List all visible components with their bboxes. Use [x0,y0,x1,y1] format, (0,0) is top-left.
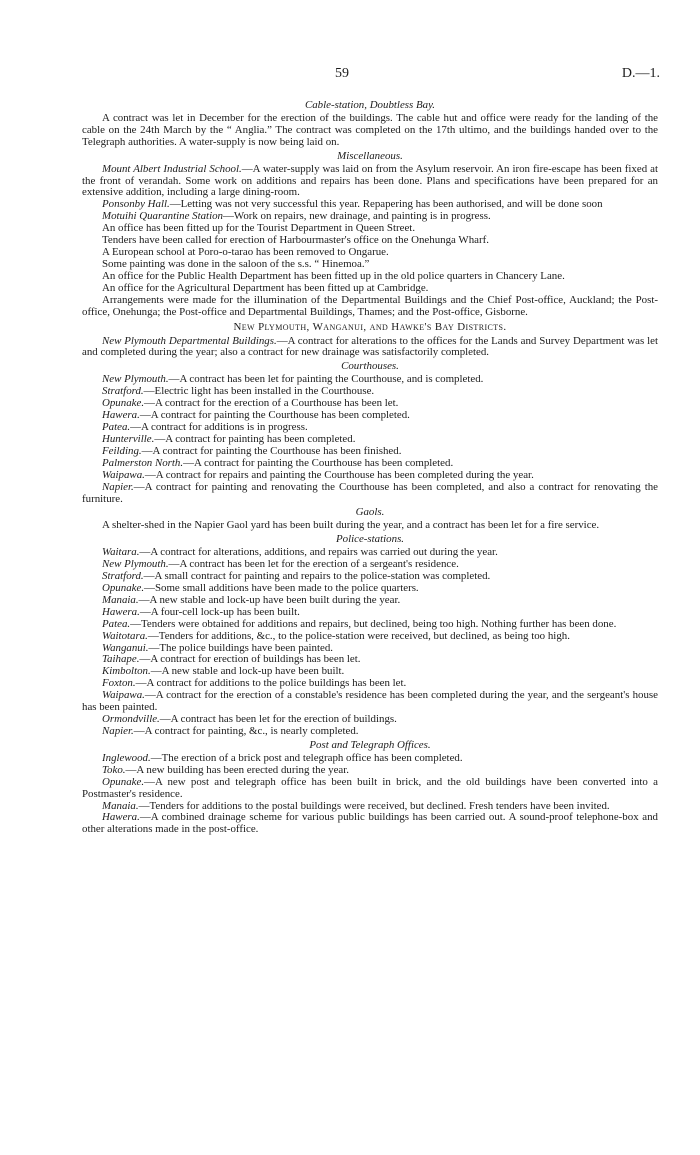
district-heading: New Plymouth, Wanganui, and Hawke's Bay Districts. [233,320,507,333]
paragraph-lead: Patea. [102,420,131,433]
paragraph-lead: Opunake. [102,775,145,788]
paragraph-text: —A four-cell lock-up has been built. [139,605,300,618]
paragraph-text: —A contract for additions is in progress. [130,420,308,433]
paragraph [82,726,658,738]
paragraph-text: —A contract for alterations to the offices for the Lands and Survey Department was let and completed during the year; also a contract for new drainage was satisfactorily completed. [82,334,658,359]
paragraph-lead: Napier. [102,725,134,738]
paragraph-text: —A contract for the erection of a Courthouse has been let. [144,397,399,410]
paragraph-lead: Mount Albert Industrial School. [102,162,242,175]
paragraph: Some painting was done in the saloon of the s.s. “ Hinemoa.” [102,257,370,270]
paragraph-lead: Feilding. [102,444,142,457]
paragraph-text: —A new stable and lock-up have been built during the year. [138,593,401,606]
paragraph-lead: Opunake. [102,397,145,410]
paragraph-lead: Hunterville. [102,432,155,445]
section-heading: Miscellaneous. [337,149,403,162]
paragraph [82,812,658,836]
paragraph-text: —A contract for additions to the police buildings has been let. [135,677,407,690]
section-heading: Police-stations. [335,533,405,546]
page-header [0,66,700,86]
paragraph-text: —A contract has been let for the erection of buildings. [159,713,397,726]
paragraph-text: —Some small additions have been made to the police quarters. [144,581,419,594]
paragraph-text: —A new post and telegraph office has been built in brick, and the old buildings have been converted into a Postmaster's residence. [82,775,658,800]
paragraph [82,164,658,200]
paragraph-lead: Stratford. [102,570,144,583]
paragraph-lead: Palmerston North. [102,456,184,469]
paragraph-lead: Ponsonby Hall. [102,198,170,211]
document-reference: D.—1. [621,66,660,81]
paragraph-text: —A contract for painting the Courthouse has been finished. [141,444,402,457]
paragraph-text: —A new stable and lock-up have been built. [150,665,345,678]
paragraph-lead: Opunake. [102,581,145,594]
paragraph-lead: Kimbolton. [102,665,151,678]
paragraph [82,690,658,714]
paragraph-text: —A contract for painting, &c., is nearly completed. [133,725,359,738]
section-heading: Courthouses. [341,360,399,373]
paragraph: A shelter-shed in the Napier Gaol yard has been built during the year, and a contract has been let for a fire service. [102,519,600,532]
paragraph-text: —A water-supply was laid on from the Asylum reservoir. An iron fire-escape has been fixed at the front of verandah. Some work on additions and repairs has been done. Plans and specifications have been prepared for an extensive addition, including a large dining-room. [82,162,658,199]
paragraph-lead: Taihape. [102,653,140,666]
paragraph-lead: Stratford. [102,385,144,398]
paragraph-lead: Wanganui. [102,641,149,654]
paragraph-text: —Work on repairs, new drainage, and painting is in progress. [223,210,491,223]
paragraph-text: —A contract for painting the Courthouse has been completed. [139,409,410,422]
paragraph-text: —A new building has been erected during the year. [125,763,350,776]
paragraph-text: —A combined drainage scheme for various public buildings has been carried out. A sound-proof telephone-box and other alterations made in the post-office. [82,811,658,836]
paragraph-lead: Hawera. [102,811,140,824]
paragraph-text: —A contract for painting and renovating the Courthouse has been completed, and also a contract for renovating the furniture. [82,480,658,505]
paragraph-lead: Motuihi Quarantine Station [102,210,224,223]
paragraph [82,482,658,506]
paragraph-text: —Tenders were obtained for additions and repairs, but declined, being too high. Nothing further has been done. [130,617,617,630]
paragraph-lead: New Plymouth Departmental Buildings. [102,334,277,347]
section-heading: Cable-station, Doubtless Bay. [304,99,436,111]
paragraph-text: —Tenders for additions, &c., to the police-station were received, but declined, as being too high. [147,629,570,642]
paragraph-text: —A contract for erection of buildings has been let. [139,653,361,666]
paragraph: Arrangements were made for the illumination of the Departmental Buildings and the Chief Post-office, Auckland; the Post-office, Onehunga; the Post-office and Departmental Buildings, Thames; and the Post-office, Gisborne. [82,293,658,318]
report-body [82,98,658,836]
paragraph-text: —A contract for repairs and painting the Courthouse has been completed during the year. [144,468,534,481]
paragraph-lead: Manaia. [102,799,139,812]
paragraph-lead: Manaia. [102,593,139,606]
paragraph-lead: Inglewood. [102,751,151,764]
paragraph-lead: Toko. [102,763,126,776]
paragraph-text: —Electric light has been installed in the Courthouse. [143,385,375,398]
paragraph-text: —A small contract for painting and repairs to the police-station was completed. [143,570,491,583]
paragraph-lead: New Plymouth. [102,558,169,571]
paragraph-lead: Waitara. [102,546,140,559]
paragraph-text: —A contract for alterations, additions, and repairs was carried out during the year. [139,546,498,559]
paragraph-lead: Hawera. [102,409,140,422]
paragraph-text: —The police buildings have been painted. [148,641,333,654]
paragraph-lead: Patea. [102,617,131,630]
section-heading: Post and Telegraph Offices. [309,738,431,751]
paragraph-lead: Foxton. [102,677,136,690]
paragraph-text: —A contract for the erection of a constable's residence has been completed during the year, and the sergeant's house has been painted. [82,689,658,714]
paragraph-lead: Waipawa. [102,468,145,481]
page-number: 59 [335,66,349,81]
section-heading: Gaols. [355,506,385,519]
paragraph-lead: Waipawa. [102,689,145,702]
paragraph-text: —Tenders for additions to the postal buildings were received, but declined. Fresh tenders have been invited. [138,799,610,812]
paragraph-lead: Napier. [102,480,134,493]
paragraph-text: —A contract has been let for the erection of a sergeant's residence. [168,558,459,571]
paragraph-text: —The erection of a brick post and telegraph office has been completed. [150,751,463,764]
paragraph-text: —A contract has been let for painting the Courthouse, and is completed. [168,373,484,386]
paragraph-lead: New Plymouth. [102,373,169,386]
paragraph-lead: Ormondville. [102,713,160,726]
paragraph-text: —Letting was not very successful this year. Repapering has been authorised, and will be done soon [169,198,603,211]
paragraph: An office for the Public Health Department has been fitted up in the old police quarters in Chancery Lane. [102,269,565,282]
paragraph-lead: Waitotara. [102,629,148,642]
paragraph [82,777,658,801]
paragraph: A European school at Poro-o-tarao has been removed to Ongarue. [102,246,389,259]
paragraph-text: —A contract for painting the Courthouse has been completed. [183,456,454,469]
paragraph-lead: Hawera. [102,605,140,618]
paragraph [82,336,658,360]
paragraph: An office has been fitted up for the Tourist Department in Queen Street. [102,222,416,235]
paragraph: A contract was let in December for the erection of the buildings. The cable hut and office were ready for the landing of the cable on the 24th March by the “ Anglia.” The contract was completed on the 17th ultimo, and the buildings handed over to the Telegraph authorities. A water-supply is now being laid on. [82,111,658,148]
paragraph-text: —A contract for painting has been completed. [154,432,356,445]
paragraph: An office for the Agricultural Department has been fitted up at Cambridge. [102,281,429,294]
paragraph: Tenders have been called for erection of Harbourmaster's office on the Onehunga Wharf. [102,234,489,247]
